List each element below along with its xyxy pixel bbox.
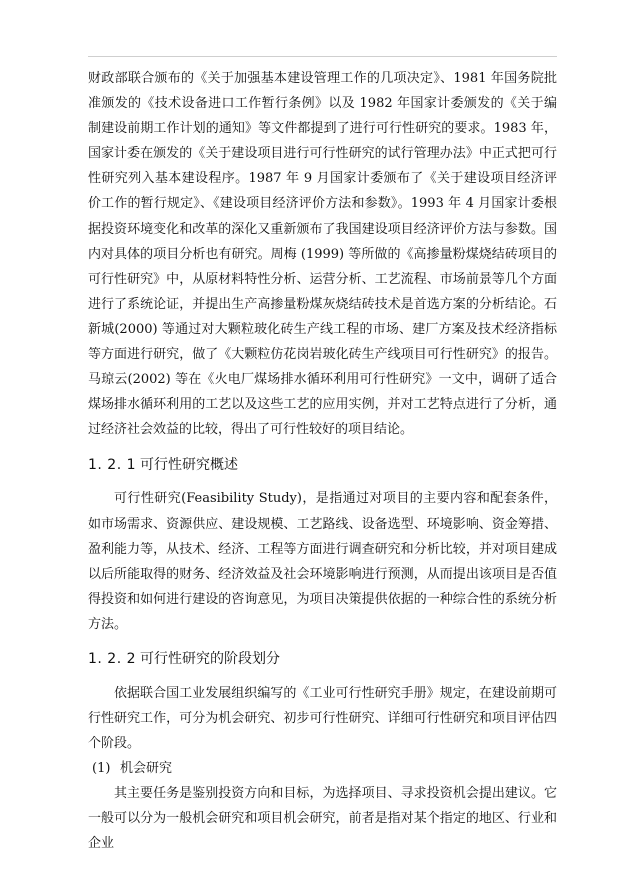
paragraph-feasibility-overview: 可行性研究(Feasibility Study)，是指通过对项目的主要内容和配套条件，如市场需求、资源供应、建设规模、工艺路线、设备选型、环境影响、资金筹措、盈利能力等，从技术、经济、工程等方面进行调查研究和分析比较，并对项目建成以后所能取得的财务、经济效益及社会环境影响进行预测，从而提出该项目是否值得投资和如何进行建设的咨询意见，为项目决策提供依据的一种综合性的系统分析方法。	[88, 491, 557, 632]
section-heading-1-2-1	[88, 453, 557, 478]
paragraph-opportunity-study: 其主要任务是鉴别投资方向和目标，为选择项目、寻求投资机会提出建议。它一般可以分为一般机会研究和项目机会研究，前者是指对某个指定的地区、行业和企业	[88, 786, 557, 852]
section-title: 可行性研究概述	[140, 457, 238, 474]
subsection-heading-opportunity-study	[88, 756, 557, 781]
section-title: 可行性研究的阶段划分	[140, 650, 280, 667]
page-content	[88, 66, 557, 857]
paragraph-history: 财政部联合颁布的《关于加强基本建设管理工作的几项决定》、1981 年国务院批准颁发的《技术设备进口工作暂行条例》以及 1982 年国家计委颁发的《关于编制建设前期工作计划的通知》等文件都提到了进行可行性研究的要求。1983 年，国家计委在颁发的《关于建设项目进行可行性研究的试行管理办法》中正式把可行性研究列入基本建设程序。1987 年 9 月国家计委颁布了《关于建设项目经济评价工作的暂行规定》、《建设项目经济评价方法和参数》。1993 年 4 月国家计委根据投资环境变化和改革的深化又重新颁布了我国建设项目经济评价方法与参数。国内对具体的项目分析也有研究。周梅 (1999) 等所做的《高掺量粉煤烧结砖项目的可行性研究》中，从原材料特性分析、运营分析、工艺流程、市场前景等几个方面进行了系统论证，并提出生产高掺量粉煤灰烧结砖技术是首选方案的分析结论。石新城(2000) 等通过对大颗粒玻化砖生产线工程的市场、建厂方案及技术经济指标等方面进行研究，做了《大颗粒仿花岗岩玻化砖生产线项目可行性研究》的报告。马琼云(2002) 等在《火电厂煤场排水循环利用可行性研究》一文中，调研了适合煤场排水循环利用的工艺以及这些工艺的应用实例，并对工艺特点进行了分析，通过经济社会效益的比较，得出了可行性较好的项目结论。	[88, 71, 557, 438]
header-rule	[88, 56, 557, 57]
subsection-number: (1)	[92, 761, 111, 777]
section-heading-1-2-2	[88, 647, 557, 672]
section-number: 1. 2. 1	[88, 457, 137, 474]
subsection-title: 机会研究	[120, 761, 173, 777]
paragraph-stage-division: 依据联合国工业发展组织编写的《工业可行性研究手册》规定，在建设前期可行性研究工作，可分为机会研究、初步可行性研究、详细可行性研究和项目评估四个阶段。	[88, 685, 557, 752]
section-number: 1. 2. 2	[88, 650, 137, 667]
